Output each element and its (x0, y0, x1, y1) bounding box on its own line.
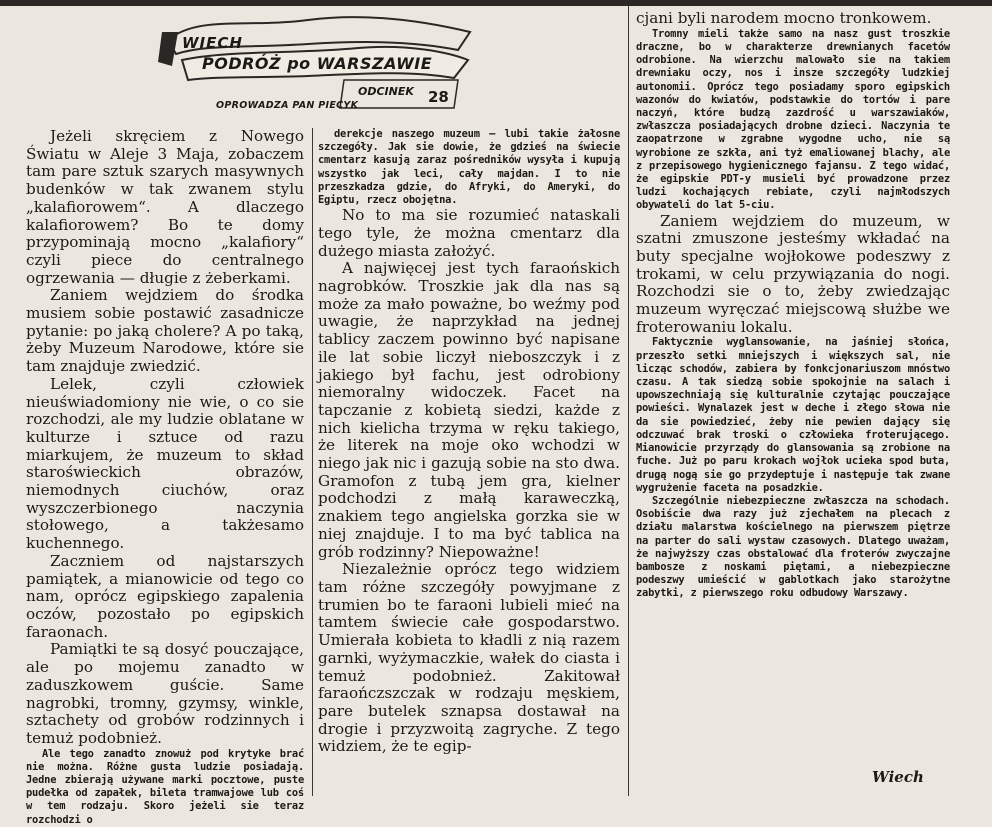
column-divider (312, 128, 313, 796)
paragraph-small: Tromny mieli także samo na nasz gust troszkie draczne, bo w charakterze drewnianych facetów odrobione. Na wierzchu malowało sie na takiem drewniaku oczy, nos i insze szczegóły ludzkiej autonomii. Oprócz tego posiadamy sporo egipskich wazonów do kwiatów, podstawkie do tortów i pare naczyń, które budzą zazdrość u warszawiaków, zwłaszcza posiadających drobne dzieci. Naczynia te zaopatrzone w zgrabne wygodne ucho, nie są wyrobione ze szkła, ani tyż emaliowanej blachy, ale z przepisowego hygienicznego fajansu. Z tego widać, że egipskie PDT-y musieli być prowadzone przez ludzi kochających rebiate, czyli najmłodszych obywateli do lat 5-ciu. (636, 27, 950, 212)
guide-credit: OPROWADZA PAN PIECYK (216, 100, 359, 111)
column-3 (636, 10, 950, 601)
paragraph: Lelek, czyli człowiek nieuświadomiony nie wie, o co sie rozchodzi, ale my ludzie oblatane w kulturze i sztuce od razu miarkujem, że muzeum to skład staroświeckich obrazów, niemodnych ciuchów, oraz wyszczerbionego naczynia stołowego, a takżesamo kuchennego. (26, 374, 304, 553)
paragraph: Pamiątki te są dosyć pouczające, ale po mojemu zanadto w zaduszkowem guście. Same nagrobki, tromny, gzymsy, winkle, sztachety od grobów rodzinnych i temuż podobnież. (26, 640, 304, 747)
column-2 (318, 128, 620, 756)
episode-number: 28 (428, 88, 449, 106)
episode-label: ODCINEK (358, 85, 414, 98)
paragraph: No to ma sie rozumieć nataskali tego tyle, że można cmentarz dla dużego miasta założyć. (318, 206, 620, 260)
paragraph: Niezależnie oprócz tego widziem tam różne szczegóły powyjmane z trumien bo te faraoni lubieli mieć na tamtem świecie całe gospodarstwo. Umierała kobieta to kładli z nią razem garnki, wyżymaczkie, wałek do ciasta i temuż podobnież. Zakitował faraończszczak w rodzaju męskiem, pare butelek sznapsa dostawał na drogie i przyzwoitą zagryche. Z tego widziem, że te egip- (318, 560, 620, 756)
author-signature: Wiech (872, 768, 924, 786)
column-divider (628, 6, 629, 796)
paragraph: A najwięcej jest tych faraońskich nagrobków. Troszkie jak dla nas są może za mało poważne, bo weźmy pod uwagie, że naprzykład na jednej tablicy zaczem powinno być napisane ile lat sobie liczył nieboszczyk i z jakiego był fachu, jest odrobiony niemoralny widoczek. Facet na tapczanie z kobietą siedzi, każde z nich kielicha trzyma w ręku takiego, że literek na moje oko wchodzi w niego jak nic i gazują sobie na sto dwa. Gramofon z tubą jem gra, kielner podchodzi z małą karaweczką, znakiem tego angielska gorzka sie w niej znajduje. I to ma być tablica na grób rodzinny? Niepoważne! (318, 259, 620, 561)
article-title: PODRÓŻ po WARSZAWIE (202, 54, 433, 73)
paragraph: cjani byli narodem mocno tronkowem. (636, 9, 932, 27)
masthead (158, 10, 480, 115)
paragraph-small: Szczególnie niebezpieczne zwłaszcza na schodach. Osobiście dwa razy już zjechałem na plecach z działu malarstwa kościelnego na pierwszem piętrze na parter do sali wystaw czasowych. Dlatego uważam, że najwyższy czas obstalować dla froterów zwyczajne bambosze z noskami piętami, a niebezpieczne podeszwy umieścić w gablotkach jako starożytne zabytki, z pierwszego roku odbudowy Warszawy. (636, 494, 950, 600)
top-border (0, 0, 992, 6)
paragraph-small: derekcje naszego muzeum — lubi takie żałosne szczegóły. Jak sie dowie, że gdzieś na świecie cmentarz kasują zaraz pośredników wysyła i kupują wszystko jak leci, cały majdan. I to nie przeszkadza gdzie, do Afryki, do Ameryki, do Egiptu, rzecz obojętna. (318, 128, 620, 207)
paragraph: Zaczniem od najstarszych pamiątek, a mianowicie od tego co nam, oprócz egipskiego zapalenia oczów, pozostało po egipskich faraonach. (26, 551, 304, 641)
paragraph: Zaniem wejdziem do muzeum, w szatni zmuszone jesteśmy wkładać na buty specjalne wojłokowe podeszwy z trokami, w celu przywiązania do nogi. Rozchodzi sie o to, żeby zwiedzając muzeum wyręczać miejscową służbe we froterowaniu lokalu. (636, 211, 950, 336)
series-label: WIECH (182, 34, 243, 52)
paragraph-small: Ale tego zanadto znowuż pod krytyke brać nie można. Różne gusta ludzie posiadają. Jedne zbierają używane marki pocztowe, puste pudełka od zapałek, bileta tramwajowe lub coś w tem rodzaju. Skoro jeżeli sie teraz rozchodzi o (26, 747, 304, 826)
paragraph-small: Faktycznie wyglansowanie, na jaśniej słońca, przeszło setki mniejszych i większych sal, nie licząc schodów, zabiera by fonkcjonariuszom mnóstwo czasu. A tak siedzą sobie spokojnie na salach i upowszechniają się kulturalnie czytając pouczające powieści. Wynalazek jest w deche i złego słowa nie da sie powiedzieć, żeby nie pewien dający się odczuwać brak troski o człowieka froterującego. Mianowicie przyrządy do glansowania są zrobione na fuche. Już po paru krokach wojłok ucieka spod buta, drugą nogą sie go przydeptuje i następuje tak zwane wygrużenie faceta na posadzkie. (636, 336, 950, 494)
paragraph: Jeżeli skręciem z Nowego Światu w Aleje 3 Maja, zobaczem tam pare sztuk szarych masywnych budenków w tak zwanem stylu „kalafiorowem“. A dlaczego kalafiorowem? Bo te domy przypominają mocno „kalafiory“ czyli piece do centralnego ogrzewania — długie z żeberkami. (26, 127, 304, 287)
column-1 (26, 128, 304, 827)
paragraph: Zaniem wejdziem do środka musiem sobie postawić zasadnicze pytanie: po jaką cholere? A po taką, żeby Muzeum Narodowe, które sie tam znajduje zwiedzić. (26, 286, 304, 376)
